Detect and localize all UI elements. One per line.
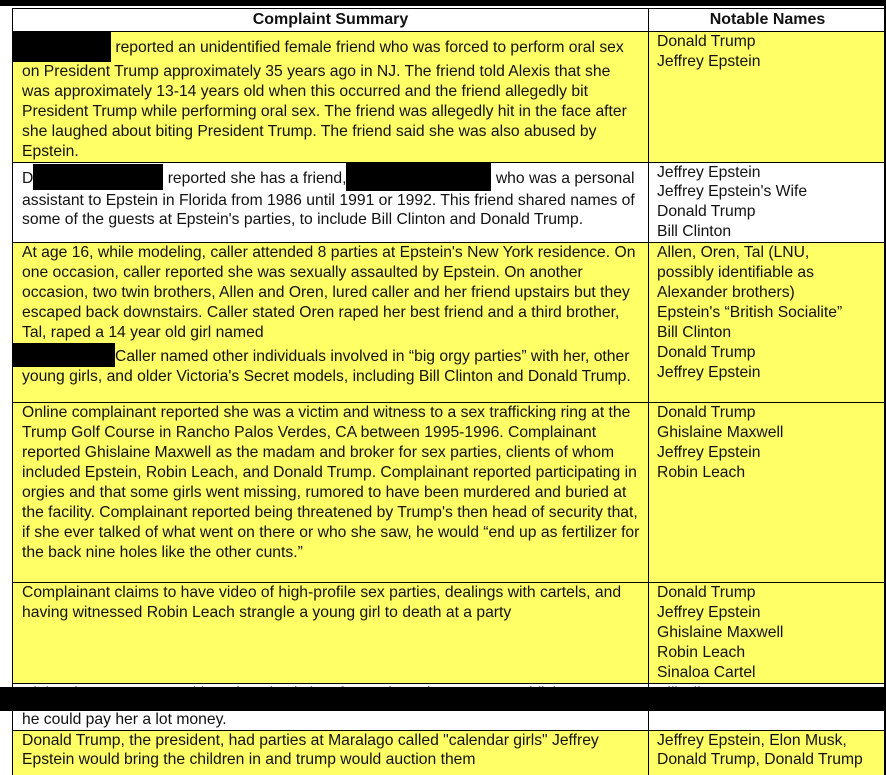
- notable-name: Donald Trump: [657, 343, 756, 361]
- notable-name: Donald Trump, Donald Trump: [657, 751, 863, 769]
- table-row: [13, 730, 886, 775]
- summary-text: Caller named other individuals involved in “big orgy parties” with her, other young girls, and older Victoria's Secret models, including Bill Clinton and Donald Trump.: [22, 347, 631, 385]
- summary-text: D: [22, 169, 34, 187]
- summary-text: who was a personal assistant to Epstein in Florida from 1986 until 1991 or 1992. This friend shared names of some of the guests at Epstein's parties, to include Bill Clinton and Donald Trump.: [22, 169, 635, 229]
- notable-name: Bill Clinton: [657, 323, 732, 341]
- notable-name: Robin Leach: [657, 463, 746, 481]
- notable-name: Allen, Oren, Tal (LNU,: [657, 244, 810, 262]
- redaction-block: [346, 163, 491, 191]
- notable-name: Alexander brothers): [657, 283, 795, 301]
- notable-name: possibly identifiable as: [657, 264, 814, 282]
- notable-name: Epstein's “British Socialite”: [657, 303, 843, 321]
- complaint-summary-cell: [13, 730, 649, 775]
- complaint-summary-cell: [13, 583, 649, 684]
- notable-name: Donald Trump: [657, 33, 756, 50]
- notable-names-cell: [649, 162, 886, 243]
- table-row: [13, 243, 886, 403]
- notable-name: Jeffrey Epstein: [657, 163, 761, 181]
- notable-name: Ghislaine Maxwell: [657, 424, 784, 442]
- summary-text: reported she has a friend,: [167, 169, 347, 187]
- summary-text: Complainant claims to have video of high-profile sex parties, dealings with cartels, and having witnessed Robin Leach strangle a young girl to death at a party: [22, 584, 622, 622]
- notable-name: Jeffrey Epstein: [657, 604, 761, 622]
- redaction-block: [13, 343, 115, 367]
- notable-name: Jeffrey Epstein: [657, 52, 761, 70]
- summary-text: Donald Trump, the president, had parties at Maralago called "calendar girls" Jeffrey Epstein would bring the children in and trump would auction them: [22, 731, 599, 769]
- complaint-table: [12, 8, 886, 775]
- notable-name: Donald Trump: [657, 584, 756, 602]
- notable-name: Ghislaine Maxwell: [657, 623, 784, 641]
- complaint-summary-cell: [13, 162, 649, 243]
- table-row: [13, 403, 886, 583]
- redaction-block: [13, 32, 111, 62]
- summary-text: he could pay her a lot money.: [22, 710, 227, 728]
- notable-name: Donald Trump: [657, 404, 756, 422]
- complaint-summary-cell: [13, 403, 649, 583]
- redaction-block: [33, 164, 163, 190]
- notable-names-cell: [649, 403, 886, 583]
- notable-names-cell: [649, 32, 886, 163]
- top-black-border: [0, 0, 886, 6]
- table-row: [13, 32, 886, 163]
- notable-name: Jeffrey Epstein: [657, 363, 761, 381]
- notable-name: Sinaloa Cartel: [657, 663, 756, 681]
- summary-text: At age 16, while modeling, caller attended 8 parties at Epstein's New York residence. On one occasion, caller reported she was sexually assaulted by Epstein. On another occasion, two twin brothers, Allen and Oren, lured caller and her friend upstairs but they escaped back downstairs. Caller stated Oren raped her best friend and a third brother, Tal, raped a 14 year old girl named: [22, 244, 636, 341]
- notable-names-cell: [649, 583, 886, 684]
- notable-name: Jeffrey Epstein: [657, 443, 761, 461]
- header-notable-names: Notable Names: [649, 9, 886, 32]
- table-row: [13, 162, 886, 243]
- table-row: [13, 583, 886, 684]
- complaint-summary-cell: [13, 32, 649, 163]
- notable-name: Jeffrey Epstein, Elon Musk,: [657, 731, 847, 749]
- header-row: [13, 9, 886, 32]
- complaint-summary-cell: [13, 243, 649, 403]
- notable-name: Robin Leach: [657, 643, 746, 661]
- notable-name: Donald Trump: [657, 203, 756, 221]
- notable-names-cell: [649, 243, 886, 403]
- summary-text: reported an unidentified female friend who was forced to perform oral sex on President Trump approximately 35 years ago in NJ. The friend told Alexis that she was approximately 13-14 years old when this occurred and the friend allegedly bit President Trump while performing oral sex. The friend was allegedly hit in the face after she laughed about biting President Trump. The friend said she was also abused by Epstein.: [22, 39, 627, 160]
- notable-names-cell: [649, 730, 886, 775]
- notable-name: Jeffrey Epstein's Wife: [657, 183, 808, 201]
- header-complaint-summary: Complaint Summary: [13, 9, 649, 32]
- notable-name: Bill Clinton: [657, 223, 732, 241]
- redaction-bar: [0, 687, 886, 711]
- summary-text: Online complainant reported she was a victim and witness to a sex trafficking ring at the Trump Golf Course in Rancho Palos Verdes, CA between 1995-1996. Complainant reported Ghislaine Maxwell as the madam and broker for sex parties, clients of whom included Epstein, Robin Leach, and Donald Trump. Complainant reported participating in orgies and that some girls went missing, rumored to have been murdered and buried at the facility. Complainant reported being threatened by Trump's then head of security that, if she ever talked of what went on there or who she saw, he would “end up as fertilizer for the back nine holes like the other cunts.”: [22, 404, 640, 561]
